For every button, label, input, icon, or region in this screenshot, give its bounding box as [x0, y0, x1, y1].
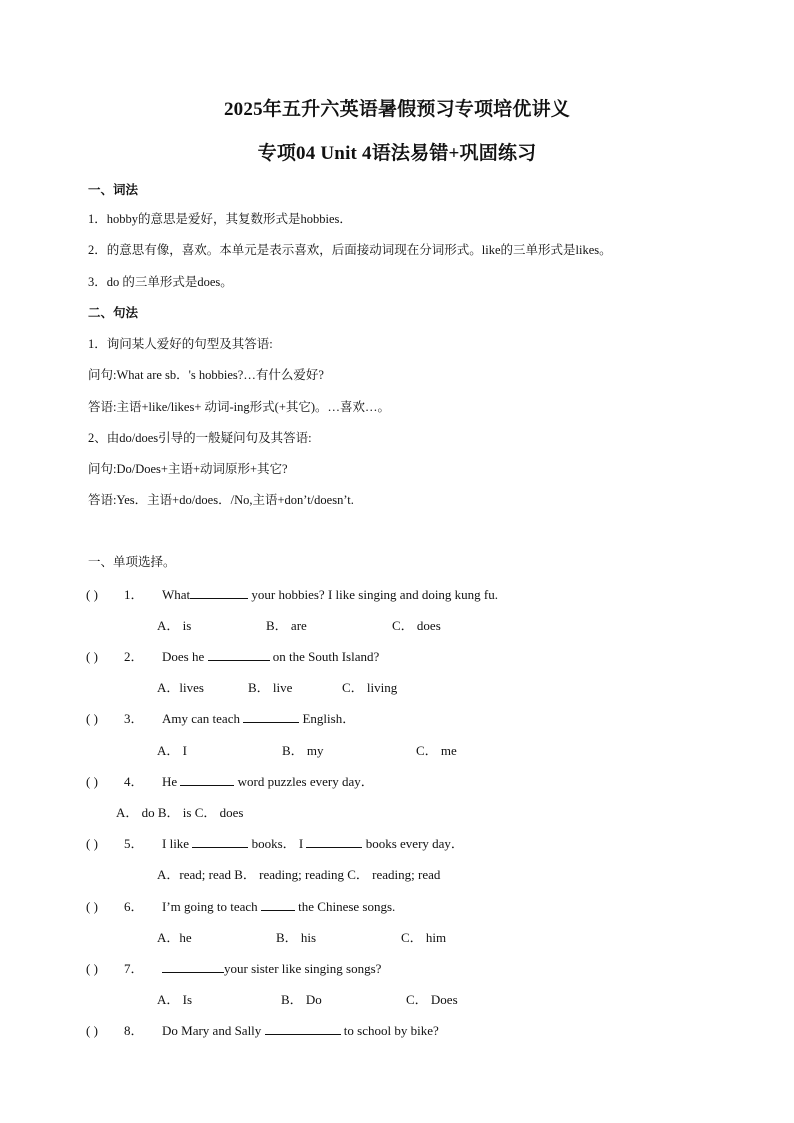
option-a[interactable]: A． I	[157, 743, 187, 758]
question-2: ( ) 2． Does he on the South Island?	[86, 649, 380, 664]
question-1: ( ) 1． What your hobbies? I like singing and doing kung fu.	[86, 587, 499, 602]
answer-blank[interactable]	[180, 773, 234, 786]
option-b[interactable]: B． my	[282, 743, 324, 758]
answer-bracket[interactable]: ( )	[86, 836, 98, 851]
answer-blank[interactable]	[208, 648, 270, 661]
answer-bracket[interactable]: ( )	[86, 774, 98, 789]
vocab-heading: 一、词法	[88, 183, 139, 197]
document-subtitle: 专项04 Unit 4语法易错+巩固练习	[257, 143, 537, 164]
option-c[interactable]: C． Does	[406, 992, 458, 1007]
question-7: ( ) 7． your sister like singing songs?	[86, 961, 382, 976]
option-b[interactable]: B． live	[248, 680, 293, 695]
answer-bracket[interactable]: ( )	[86, 961, 98, 976]
question-8: ( ) 8． Do Mary and Sally to school by bike?	[86, 1023, 439, 1038]
option-b[interactable]: B． Do	[281, 992, 322, 1007]
option-c[interactable]: C． him	[401, 930, 447, 945]
answer-blank[interactable]	[162, 960, 224, 973]
answer-blank[interactable]	[190, 586, 248, 599]
syntax-heading: 二、句法	[88, 306, 139, 320]
option-b[interactable]: B． his	[276, 930, 317, 945]
answer-blank[interactable]	[265, 1022, 341, 1035]
vocab-item-1: 1．hobby的意思是爱好，其复数形式是hobbies．	[88, 212, 352, 226]
syntax-item-1: 1．询问某人爱好的句型及其答语:	[88, 337, 273, 351]
option-a[interactable]: A． Is	[157, 992, 193, 1007]
syntax-item-4: 2、由do/does引导的一般疑问句及其答语:	[88, 431, 312, 445]
syntax-item-2: 问句:What are sb．'s hobbies?…有什么爱好?	[88, 368, 324, 382]
answer-blank[interactable]	[306, 835, 362, 848]
option-a[interactable]: A．he	[157, 930, 192, 945]
answer-bracket[interactable]: ( )	[86, 899, 98, 914]
answer-bracket[interactable]: ( )	[86, 711, 98, 726]
option-b[interactable]: B． are	[266, 618, 307, 633]
exercise-heading: 一、单项选择。	[88, 555, 176, 569]
options-line[interactable]: A．read; read B． reading; reading C． reading; read	[157, 867, 441, 882]
syntax-item-6: 答语:Yes．主语+do/does．/No,主语+don’t/doesn’t.	[88, 493, 354, 507]
answer-blank[interactable]	[261, 898, 295, 911]
option-c[interactable]: C． living	[342, 680, 398, 695]
answer-bracket[interactable]: ( )	[86, 649, 98, 664]
answer-bracket[interactable]: ( )	[86, 587, 98, 602]
vocab-item-2: 2．的意思有像，喜欢。本单元是表示喜欢，后面接动词现在分词形式。like的三单形式是likes。	[88, 243, 612, 257]
question-5: ( ) 5． I like books． I books every day．	[86, 836, 464, 851]
question-3: ( ) 3． Amy can teach English．	[86, 711, 356, 726]
option-c[interactable]: C． me	[416, 743, 457, 758]
vocab-item-3: 3．do 的三单形式是does。	[88, 275, 233, 289]
question-4: ( ) 4． He word puzzles every day．	[86, 774, 374, 789]
answer-blank[interactable]	[243, 710, 299, 723]
option-a[interactable]: A．lives	[157, 680, 204, 695]
option-c[interactable]: C． does	[392, 618, 441, 633]
question-6: ( ) 6． I’m going to teach the Chinese songs.	[86, 899, 396, 914]
syntax-item-5: 问句:Do/Does+主语+动词原形+其它?	[88, 462, 288, 476]
answer-blank[interactable]	[192, 835, 248, 848]
options-line[interactable]: A． do B． is C． does	[116, 805, 244, 820]
document-title: 2025年五升六英语暑假预习专项培优讲义	[223, 99, 570, 120]
option-a[interactable]: A． is	[157, 618, 192, 633]
answer-bracket[interactable]: ( )	[86, 1023, 98, 1038]
syntax-item-3: 答语:主语+like/likes+ 动词-ing形式(+其它)。…喜欢…。	[88, 400, 391, 414]
